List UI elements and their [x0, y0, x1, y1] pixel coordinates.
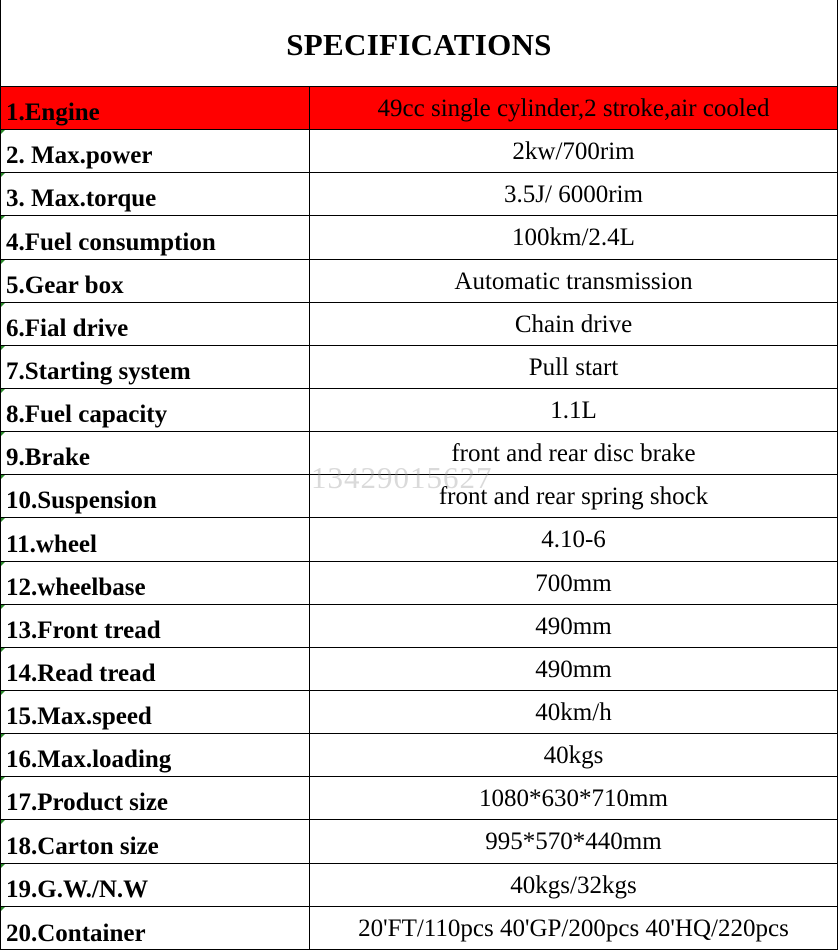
spec-value: front and rear disc brake — [451, 440, 696, 468]
spec-value: 3.5J/ 6000rim — [504, 181, 643, 209]
spec-label: 11.wheel — [1, 518, 310, 560]
spec-value: 49cc single cylinder,2 stroke,air cooled — [377, 95, 770, 123]
table-row — [1, 216, 837, 259]
table-row — [1, 907, 837, 950]
spec-value: Chain drive — [514, 310, 633, 338]
spec-value: Pull start — [528, 353, 619, 381]
spec-label: 1.Engine — [1, 87, 310, 129]
table-row — [1, 87, 837, 130]
spec-label: 8.Fuel capacity — [1, 389, 310, 431]
spec-label: 7.Starting system — [1, 346, 310, 388]
table-row — [1, 346, 837, 389]
spec-value: 490mm — [535, 612, 612, 640]
spec-value: 2kw/700rim — [512, 138, 635, 166]
spec-value: 40kgs — [543, 742, 604, 770]
spec-label: 9.Brake — [1, 432, 310, 474]
spec-label: 15.Max.speed — [1, 691, 310, 733]
page-title: SPECIFICATIONS — [286, 27, 552, 62]
spec-value: 995*570*440mm — [485, 828, 662, 856]
spec-label: 14.Read tread — [1, 648, 310, 690]
spec-table — [1, 87, 837, 950]
spec-value: 40kgs/32kgs — [510, 871, 637, 899]
spec-label: 10.Suspension — [1, 475, 310, 517]
watermark-text: 13429015627 — [311, 460, 493, 495]
spec-label: 6.Fial drive — [1, 303, 310, 345]
title-row — [1, 0, 837, 87]
spec-value: 1080*630*710mm — [479, 785, 668, 813]
spec-value: Automatic transmission — [454, 267, 693, 295]
spec-value: 20'FT/110pcs 40'GP/200pcs 40'HQ/220pcs — [358, 915, 789, 943]
table-row — [1, 864, 837, 907]
spec-label: 20.Container — [1, 907, 310, 950]
table-row — [1, 562, 837, 605]
spec-label: 16.Max.loading — [1, 734, 310, 776]
table-row — [1, 777, 837, 820]
spec-value: 490mm — [535, 655, 612, 683]
table-row — [1, 130, 837, 173]
table-row — [1, 389, 837, 432]
table-row — [1, 734, 837, 777]
spec-value: 700mm — [535, 569, 612, 597]
table-row — [1, 820, 837, 863]
spec-label: 4.Fuel consumption — [1, 216, 310, 258]
table-row — [1, 303, 837, 346]
spec-label: 19.G.W./N.W — [1, 864, 310, 906]
spec-value: 40km/h — [535, 699, 612, 727]
spec-label: 12.wheelbase — [1, 562, 310, 604]
spec-label: 3. Max.torque — [1, 173, 310, 215]
spec-value: 4.10-6 — [541, 526, 606, 554]
table-row — [1, 432, 837, 475]
table-row — [1, 173, 837, 216]
table-row — [1, 648, 837, 691]
spec-value: front and rear spring shock — [438, 483, 709, 511]
spec-value: 100km/2.4L — [512, 224, 635, 252]
spec-label: 18.Carton size — [1, 820, 310, 862]
spec-label: 2. Max.power — [1, 130, 310, 172]
table-row — [1, 260, 837, 303]
spec-value: 1.1L — [550, 397, 597, 425]
spec-label: 17.Product size — [1, 777, 310, 819]
table-row — [1, 518, 837, 561]
table-row — [1, 475, 837, 518]
table-row — [1, 691, 837, 734]
spec-label: 13.Front tread — [1, 605, 310, 647]
table-row — [1, 605, 837, 648]
spec-label: 5.Gear box — [1, 260, 310, 302]
